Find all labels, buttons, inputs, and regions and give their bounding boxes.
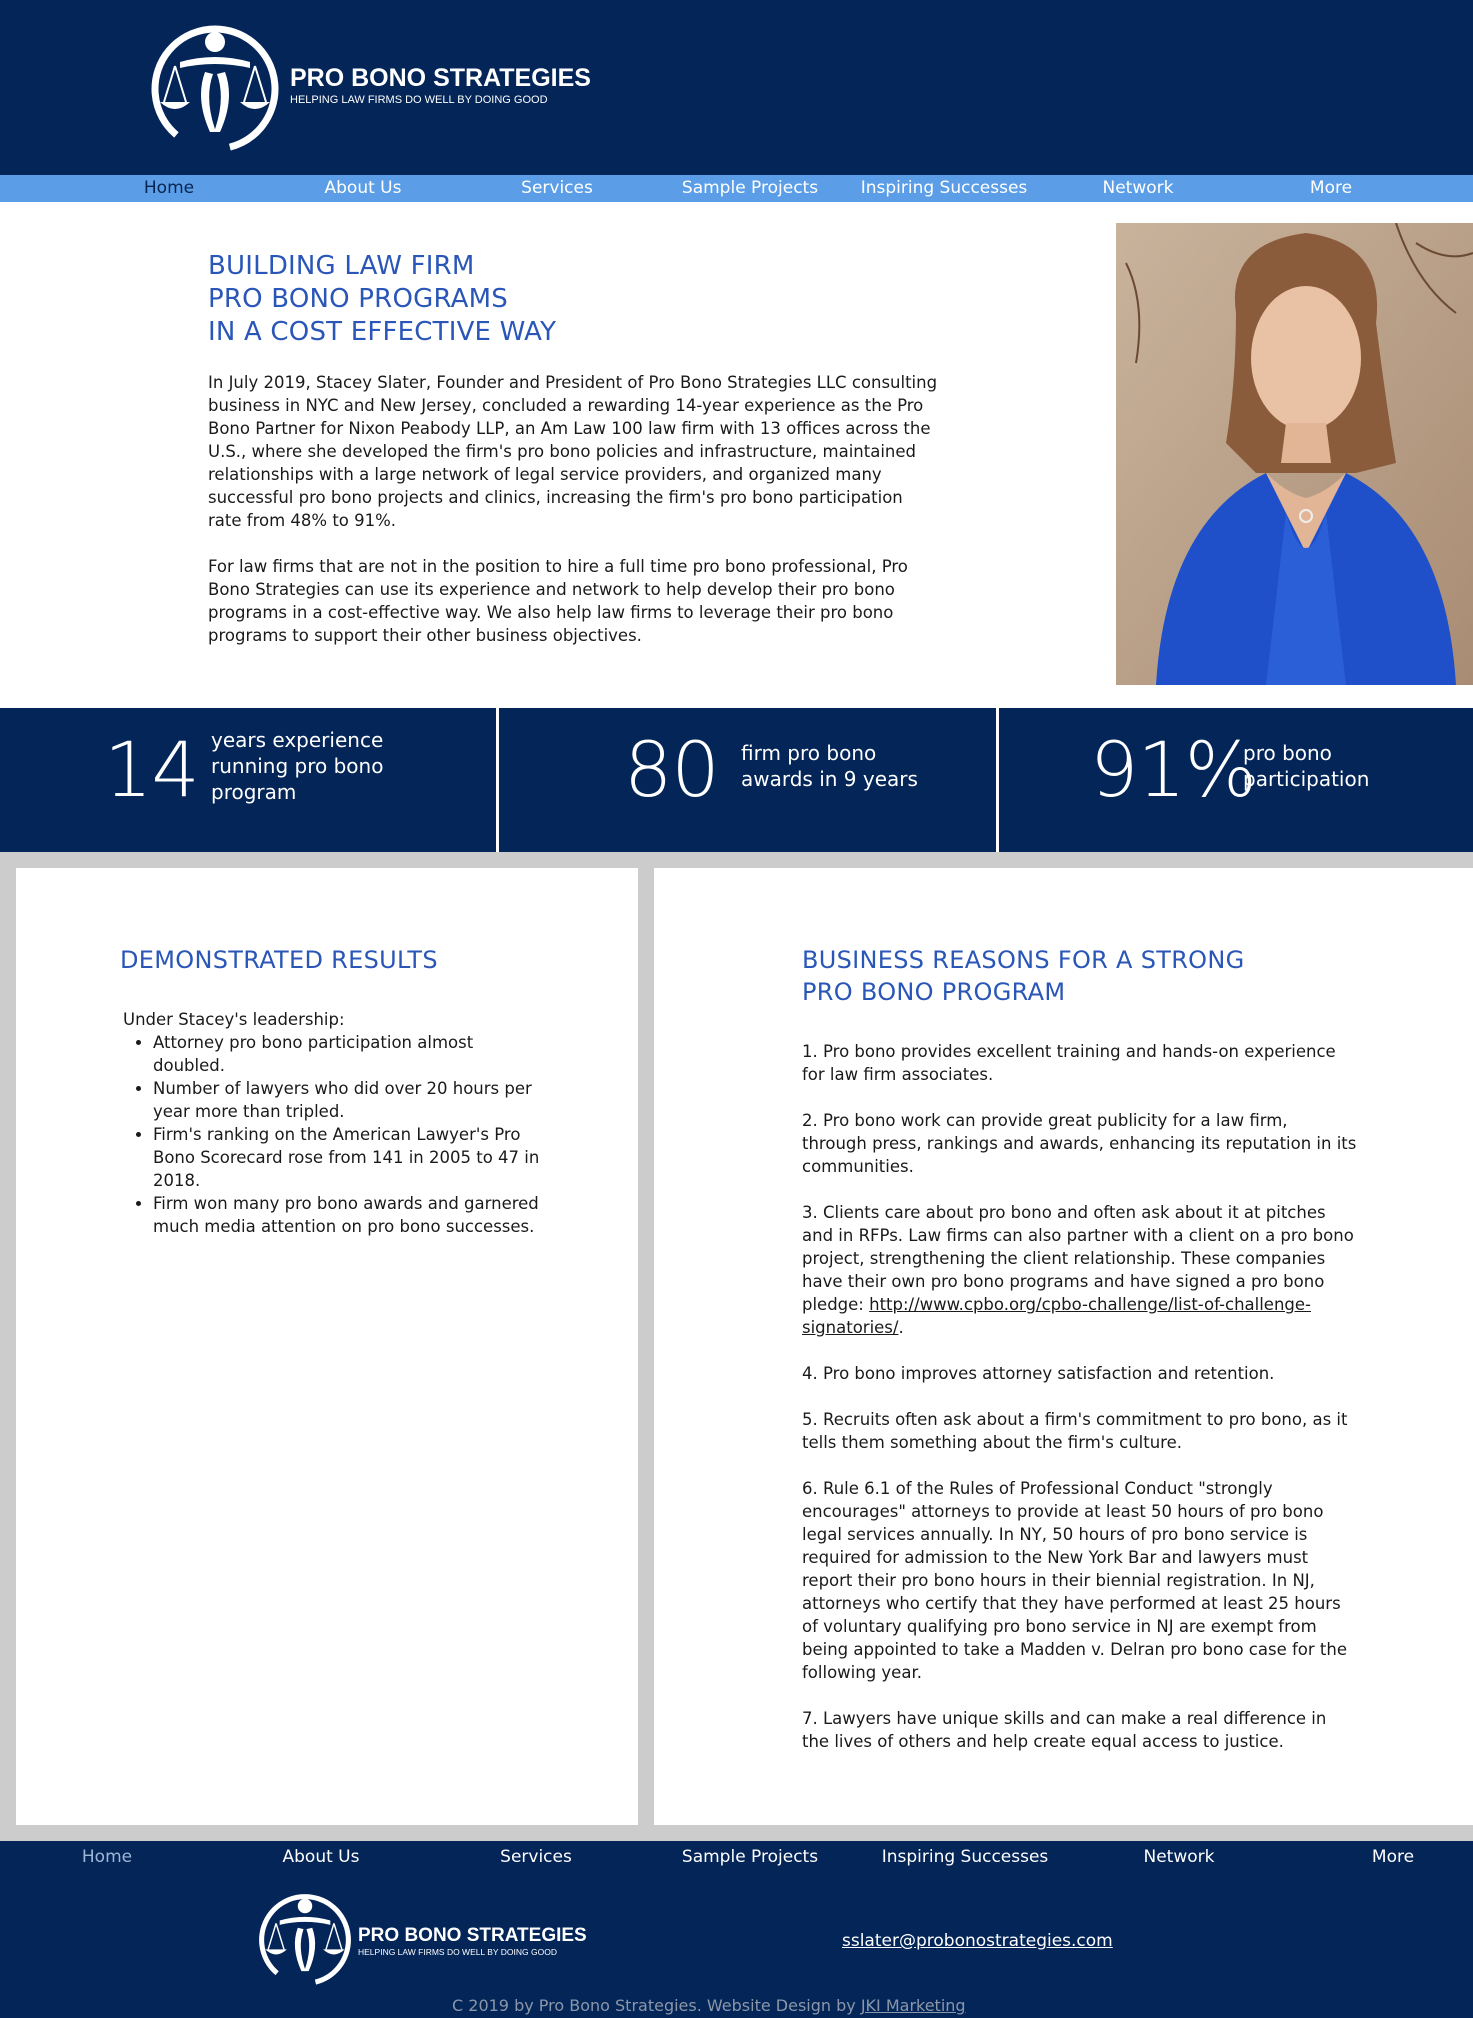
footer-nav-services[interactable]: Services — [500, 1847, 572, 1867]
footer-brand-tagline: HELPING LAW FIRMS DO WELL BY DOING GOOD — [358, 1947, 557, 1957]
list-item: • Number of lawyers who did over 20 hours per year more than tripled. — [153, 1077, 543, 1123]
brand-tagline: HELPING LAW FIRMS DO WELL BY DOING GOOD — [290, 94, 548, 106]
nav-item-network[interactable]: Network — [1102, 178, 1174, 198]
stat-divider — [496, 708, 499, 852]
footer-logo-icon[interactable] — [258, 1893, 352, 1991]
nav-item-more[interactable]: More — [1309, 178, 1353, 198]
main-nav — [0, 175, 1473, 202]
reason-5: 5. Recruits often ask about a firm's commitment to pro bono, as it tells them something about the firm's culture. — [802, 1410, 1348, 1452]
stat-years-label: years experience running pro bono program — [211, 728, 384, 804]
results-body — [123, 1008, 543, 1238]
reasons-list — [802, 1040, 1357, 1776]
stats-bar — [0, 708, 1473, 852]
results-title: DEMONSTRATED RESULTS — [120, 946, 438, 974]
content-panels — [0, 852, 1473, 1841]
hero-section — [208, 250, 948, 647]
hero-title-line3: IN A COST EFFECTIVE WAY — [208, 317, 557, 347]
brand-name[interactable]: PRO BONO STRATEGIES — [290, 64, 591, 92]
logo-icon[interactable] — [150, 24, 280, 158]
cpbo-signatories-link[interactable]: http://www.cpbo.org/cpbo-challenge/list-of-challenge-signatories/ — [802, 1295, 1311, 1337]
nav-item-inspiring-successes[interactable]: Inspiring Successes — [860, 178, 1028, 198]
reason-6: 6. Rule 6.1 of the Rules of Professional Conduct "strongly encourages" attorneys to provide at least 50 hours of pro bono legal services annually. In NY, 50 hours of pro bono service is required for admission to the New York Bar and lawyers must report their pro bono hours in their biennial registration. In NJ, attorneys who certify that they have performed at least 25 hours of voluntary qualifying pro bono service in NJ are exempt from being appointed to take a Madden v. Delran pro bono case for the following year. — [802, 1479, 1347, 1682]
stat-awards-value: 80 — [624, 725, 719, 814]
reason-2: 2. Pro bono work can provide great publicity for a law firm, through press, rankings and awards, enhancing its reputation in its communities. — [802, 1111, 1357, 1176]
results-panel — [16, 868, 638, 1825]
footer-nav-more[interactable]: More — [1371, 1847, 1415, 1867]
reason-3: 3. Clients care about pro bono and often ask about it at pitches and in RFPs. Law firms can also partner with a client on a pro bono project, strengthening the client relationship. These companies have their own pro bono programs and have signed a pro bono pledge: http://www.cpbo.org/cpbo-challenge/list-of-challenge-signatories/. — [802, 1203, 1354, 1337]
footer-nav-about-us[interactable]: About Us — [282, 1847, 360, 1867]
reason-4: 4. Pro bono improves attorney satisfaction and retention. — [802, 1364, 1275, 1383]
results-list — [123, 1031, 543, 1238]
stat-divider — [996, 708, 999, 852]
reason-1: 1. Pro bono provides excellent training and hands-on experience for law firm associates. — [802, 1042, 1336, 1084]
nav-item-home[interactable]: Home — [143, 178, 195, 198]
reason-7: 7. Lawyers have unique skills and can make a real difference in the lives of others and help create equal access to justice. — [802, 1709, 1327, 1751]
hero-title-line1: BUILDING LAW FIRM — [208, 251, 475, 281]
footer-brand-name[interactable]: PRO BONO STRATEGIES — [358, 1925, 587, 1946]
nav-item-about-us[interactable]: About Us — [324, 178, 402, 198]
stat-participation-value: 91% — [1090, 725, 1256, 814]
site-header — [0, 0, 1473, 175]
list-item: • Attorney pro bono participation almost doubled. — [153, 1031, 543, 1077]
copyright-text: C 2019 by Pro Bono Strategies. Website Design by JKI Marketing — [452, 1996, 966, 2015]
nav-item-sample-projects[interactable]: Sample Projects — [681, 178, 819, 198]
hero-paragraph-1: In July 2019, Stacey Slater, Founder and President of Pro Bono Strategies LLC consulting business in NYC and New Jersey, concluded a rewarding 14-year experience as the Pro Bono Partner for Nixon Peabody LLP, an Am Law 100 law firm with 13 offices across the U.S., where she developed the firm's pro bono policies and infrastructure, maintained relationships with a large network of legal service providers, and organized many successful pro bono projects and clinics, increasing the firm's pro bono participation rate from 48% to 91%. — [208, 373, 938, 530]
footer-nav-home[interactable]: Home — [81, 1847, 133, 1867]
footer-email-link[interactable]: sslater@probonostrategies.com — [842, 1931, 1113, 1951]
footer-nav-inspiring-successes[interactable]: Inspiring Successes — [881, 1847, 1049, 1867]
hero-title-line2: PRO BONO PROGRAMS — [208, 284, 508, 314]
nav-item-services[interactable]: Services — [521, 178, 593, 198]
jki-marketing-link[interactable]: JKI Marketing — [860, 1996, 966, 2015]
footer-nav-sample-projects[interactable]: Sample Projects — [681, 1847, 819, 1867]
list-item: • Firm's ranking on the American Lawyer's Pro Bono Scorecard rose from 141 in 2005 to 47 in 2018. — [153, 1123, 543, 1192]
stat-years-value: 14 — [104, 725, 199, 814]
list-item: • Firm won many pro bono awards and garnered much media attention on pro bono successes. — [153, 1192, 543, 1238]
footer-nav-network[interactable]: Network — [1143, 1847, 1215, 1867]
site-footer — [0, 1841, 1473, 2018]
founder-portrait-image — [1116, 223, 1473, 685]
stat-participation-label: pro bono participation — [1243, 741, 1370, 791]
stat-awards-label: firm pro bono awards in 9 years — [741, 741, 918, 791]
results-intro: Under Stacey's leadership: — [123, 1010, 345, 1029]
reasons-panel — [654, 868, 1473, 1825]
hero-paragraph-2: For law firms that are not in the position to hire a full time pro bono professional, Pro Bono Strategies can use its experience and network to help develop their pro bono programs in a cost-effective way. We also help law firms to leverage their pro bono programs to support their other business objectives. — [208, 557, 908, 645]
reasons-title: BUSINESS REASONS FOR A STRONG PRO BONO PROGRAM — [802, 946, 1245, 1006]
